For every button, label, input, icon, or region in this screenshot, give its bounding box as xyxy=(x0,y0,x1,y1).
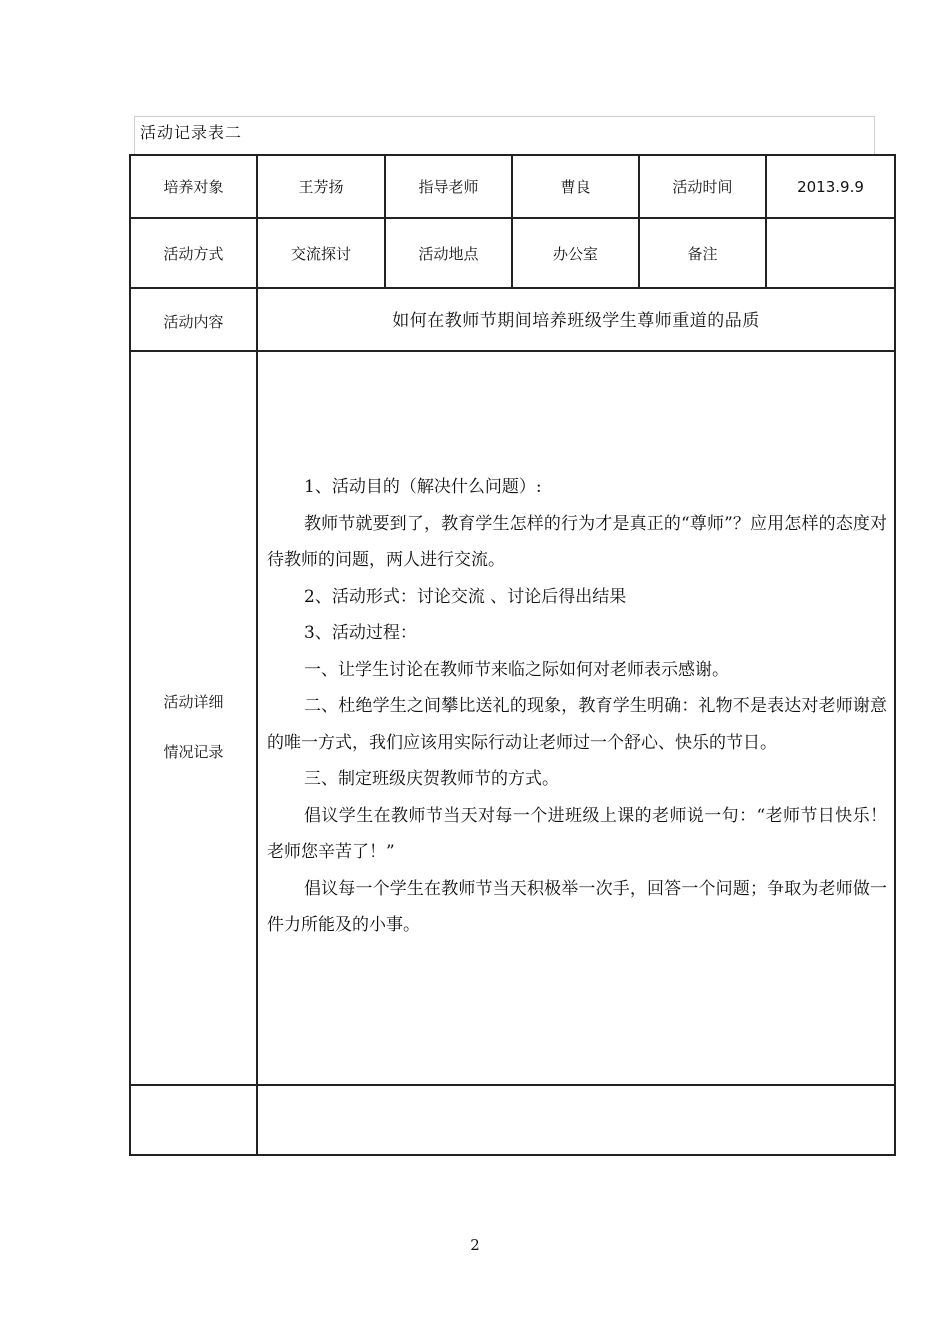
details-paragraph: 二、杜绝学生之间攀比送礼的现象，教育学生明确：礼物不是表达对老师谢意的唯一方式，我们应该用实际行动让老师过一个舒心、快乐的节日。 xyxy=(267,696,887,753)
label-activity-details-line1: 活动详细 xyxy=(163,693,224,711)
details-paragraph: 3、活动过程： xyxy=(304,623,417,643)
label-activity-content: 活动内容 xyxy=(163,313,224,331)
label-activity-time: 活动时间 xyxy=(672,178,733,196)
activity-content-value: 如何在教师节期间培养班级学生尊师重道的品质 xyxy=(392,311,760,331)
details-paragraph: 教师节就要到了，教育学生怎样的行为才是真正的“尊师”？应用怎样的态度对待教师的问题，两人进行交流。 xyxy=(267,513,887,570)
activity-mode-value: 交流探讨 xyxy=(290,244,351,263)
table-title: 活动记录表二 xyxy=(140,123,243,142)
details-paragraph: 倡议学生在教师节当天对每一个进班级上课的老师说一句：“老师节日快乐！老师您辛苦了！” xyxy=(267,805,887,862)
table-border-right xyxy=(894,154,896,1156)
details-paragraph: 2、活动形式：讨论交流 、讨论后得出结果 xyxy=(304,586,627,607)
label-remarks: 备注 xyxy=(687,244,718,263)
label-activity-details-line2: 情况记录 xyxy=(163,743,224,761)
table-title-box xyxy=(134,116,875,154)
training-target-value: 王芳扬 xyxy=(298,178,344,196)
label-supervising-teacher: 指导老师 xyxy=(418,178,479,196)
details-paragraph: 三、制定班级庆贺教师节的方式。 xyxy=(304,769,559,789)
empty-cell-left xyxy=(131,1086,256,1154)
label-activity-mode: 活动方式 xyxy=(163,244,224,263)
label-activity-place: 活动地点 xyxy=(418,244,479,263)
activity-time-value: 2013.9.9 xyxy=(797,177,864,196)
activity-place-value: 办公室 xyxy=(552,244,598,263)
details-paragraph: 一、让学生讨论在教师节来临之际如何对老师表示感谢。 xyxy=(304,659,729,680)
details-paragraph: 倡议每一个学生在教师节当天积极举一次手，回答一个问题；争取为老师做一件力所能及的小事。 xyxy=(267,878,887,935)
table-border-bottom xyxy=(129,1154,896,1156)
label-training-target: 培养对象 xyxy=(163,178,224,196)
supervising-teacher-value: 曹良 xyxy=(560,178,591,196)
page-number: 2 xyxy=(470,1236,480,1254)
activity-details-text xyxy=(267,469,887,944)
label-activity-details xyxy=(131,352,256,1084)
remarks-value xyxy=(767,219,894,287)
details-paragraph: 1、活动目的（解决什么问题）: xyxy=(304,477,542,497)
empty-cell-right xyxy=(258,1086,894,1154)
